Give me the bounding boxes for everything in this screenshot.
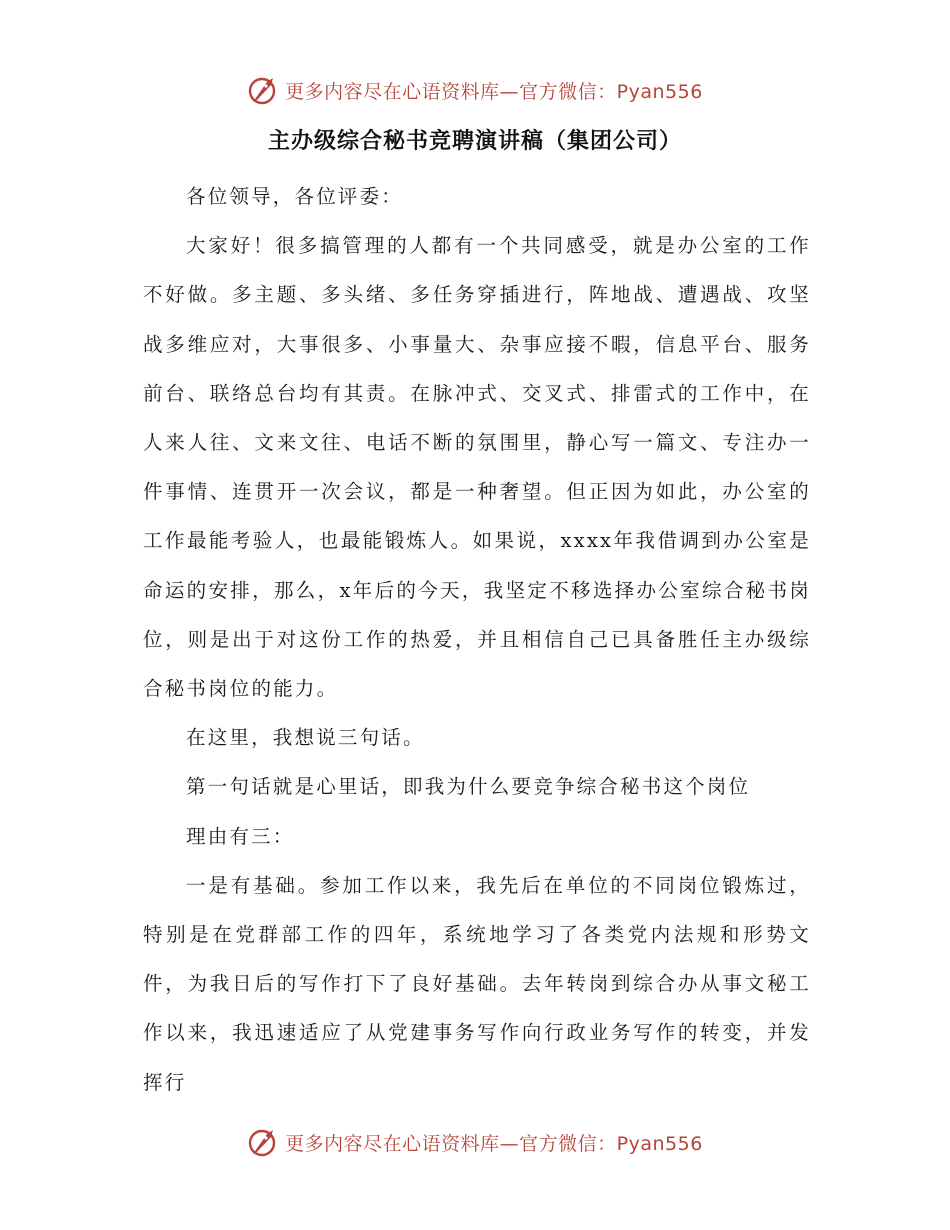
- body-paragraph: 大家好！很多搞管理的人都有一个共同感受，就是办公室的工作不好做。多主题、多头绪、多任务穿插进行，阵地战、遭遇战、攻坚战多维应对，大事很多、小事量大、杂事应接不暇，信息平台、服务前台、联络总台均有其责。在脉冲式、交叉式、排雷式的工作中，在人来人往、文来文往、电话不断的氛围里，静心写一篇文、专注办一件事情、连贯开一次会议，都是一种奢望。但正因为如此，办公室的工作最能考验人，也最能锻炼人。如果说，xxxx年我借调到办公室是命运的安排，那么，x年后的今天，我坚定不移选择办公室综合秘书岗位，则是出于对这份工作的热爱，并且相信自己已具备胜任主办级综合秘书岗位的能力。: [143, 234, 811, 701]
- document-title: 主办级综合秘书竞聘演讲稿（集团公司）: [267, 129, 682, 154]
- pen-nib-icon: [247, 74, 279, 106]
- body-paragraph: 一是有基础。参加工作以来，我先后在单位的不同岗位锻炼过，特别是在党群部工作的四年，系统地学习了各类党内法规和形势文件，为我日后的写作打下了良好基础。去年转岗到综合办从事文秘工作以来，我迅速适应了从党建事务写作向行政业务写作的转变，并发挥行: [143, 873, 811, 1094]
- document-body: [143, 172, 811, 1107]
- header-banner-text: 更多内容尽在心语资料库—官方微信：Pyan556: [285, 80, 703, 103]
- salutation-paragraph: 各位领导，各位评委：: [186, 185, 404, 208]
- footer-banner-text: 更多内容尽在心语资料库—官方微信：Pyan556: [285, 1132, 703, 1155]
- footer-banner: [0, 1122, 950, 1162]
- body-paragraph: 理由有三：: [186, 824, 295, 848]
- pen-nib-icon: [247, 1126, 279, 1158]
- body-paragraph: 在这里，我想说三句话。: [186, 726, 425, 750]
- body-paragraph: 第一句话就是心里话，即我为什么要竞争综合秘书这个岗位: [186, 775, 751, 799]
- header-banner: [0, 70, 950, 110]
